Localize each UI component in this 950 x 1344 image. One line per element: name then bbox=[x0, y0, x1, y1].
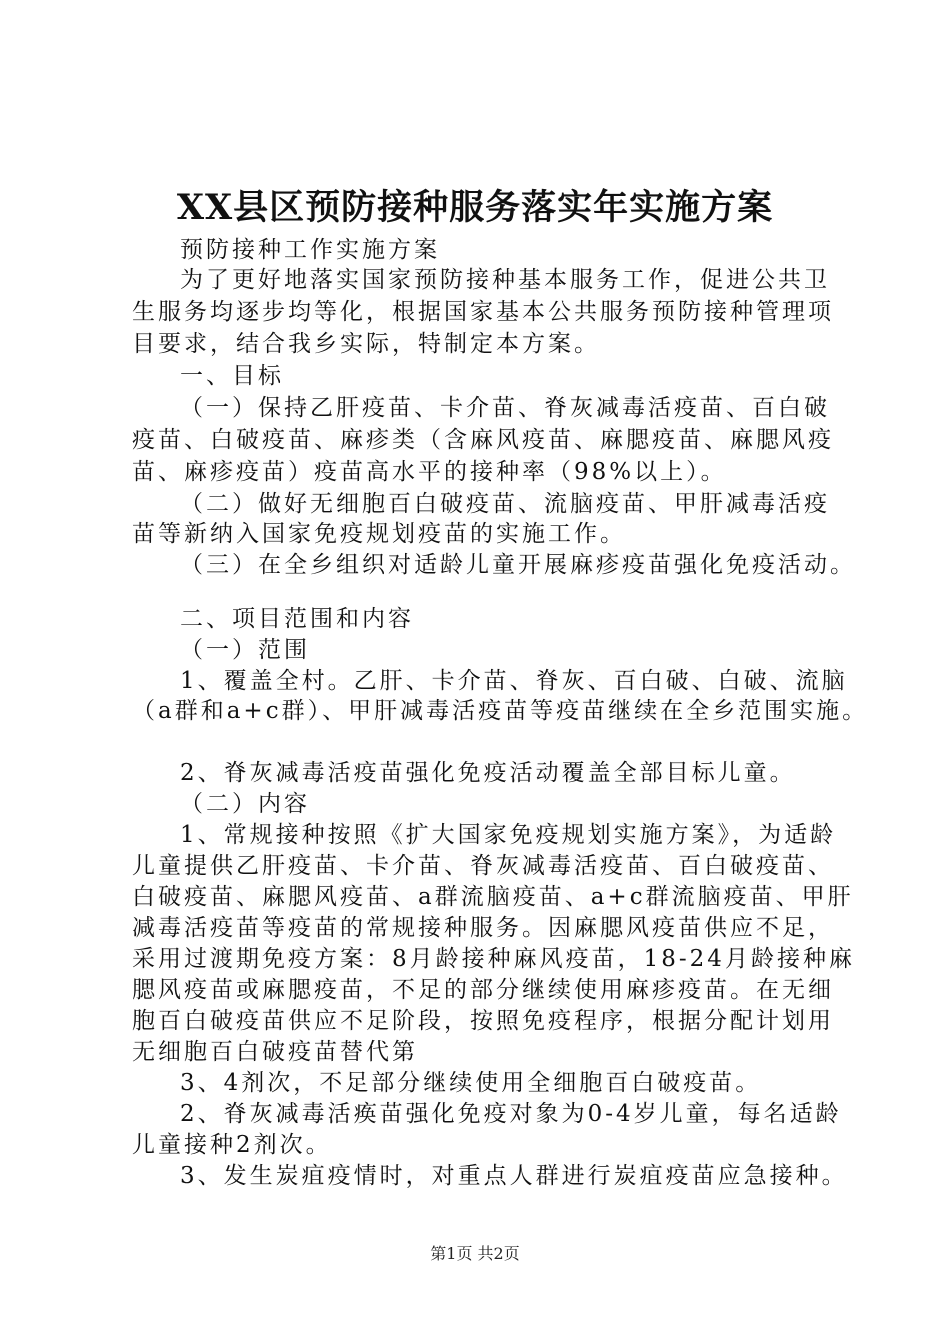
paragraph-line: 无细胞百白破疫苗替代第 bbox=[132, 1039, 418, 1065]
paragraph-line: 2、脊灰减毒活痪苗强化免疫对象为0-4岁儿童，每名适龄 bbox=[180, 1101, 842, 1127]
paragraph-line: （二）做好无细胞百白破疫苗、流脑疫苗、甲肝减毒活疫 bbox=[180, 491, 830, 517]
subsection-heading: （二）内容 bbox=[180, 791, 310, 817]
paragraph-line: （三）在全乡组织对适龄儿童开展麻疹疫苗强化免疫活动。 bbox=[180, 552, 856, 578]
page-number-footer: 第1页 共2页 bbox=[430, 1244, 520, 1263]
paragraph-line: 苗等新纳入国家免疫规划疫苗的实施工作。 bbox=[132, 521, 626, 547]
paragraph-line: 1、覆盖全村。乙肝、卡介苗、脊灰、百白破、白破、流脑 bbox=[180, 668, 848, 694]
paragraph-line: 胞百白破疫苗供应不足阶段，按照免疫程序，根据分配计划用 bbox=[132, 1008, 834, 1034]
paragraph-line: 2、脊灰减毒活疫苗强化免疫活动覆盖全部目标儿童。 bbox=[180, 760, 796, 786]
section-heading: 一、目标 bbox=[180, 363, 284, 389]
paragraph-line: （一）保持乙肝疫苗、卡介苗、脊灰减毒活疫苗、百白破 bbox=[180, 395, 830, 421]
subtitle-line: 预防接种工作实施方案 bbox=[180, 237, 440, 263]
paragraph-line: 苗、麻疹疫苗）疫苗高水平的接种率（98%以上）。 bbox=[132, 459, 727, 485]
paragraph-line: 儿童接种2剂次。 bbox=[132, 1132, 332, 1158]
paragraph-line: 减毒活疫苗等疫苗的常规接种服务。因麻腮风疫苗供应不足， bbox=[132, 915, 834, 941]
subsection-heading: （一）范围 bbox=[180, 637, 310, 663]
paragraph-line: 1、常规接种按照《扩大国家免疫规划实施方案》，为适龄 bbox=[180, 822, 837, 848]
paragraph-line: 白破疫苗、麻腮风疫苗、a群流脑疫苗、a+c群流脑疫苗、甲肝 bbox=[132, 884, 854, 910]
paragraph-line: 目要求，结合我乡实际，特制定本方案。 bbox=[132, 331, 600, 357]
document-title: XX县区预防接种服务落实年实施方案 bbox=[176, 187, 774, 228]
paragraph-line: 疫苗、白破疫苗、麻疹类（含麻风疫苗、麻腮疫苗、麻腮风疫 bbox=[132, 427, 834, 453]
section-heading: 二、项目范围和内容 bbox=[180, 606, 414, 632]
paragraph-line: 3、发生炭疽疫情时，对重点人群进行炭疽疫苗应急接种。 bbox=[180, 1163, 848, 1189]
paragraph-line: 生服务均逐步均等化，根据国家基本公共服务预防接种管理项 bbox=[132, 299, 834, 325]
paragraph-line: 儿童提供乙肝疫苗、卡介苗、脊灰减毒活疫苗、百白破疫苗、 bbox=[132, 853, 834, 879]
paragraph-line: （a群和a+c群）、甲肝减毒活疫苗等疫苗继续在全乡范围实施。 bbox=[132, 698, 869, 724]
paragraph-line: 腮风疫苗或麻腮疫苗，不足的部分继续使用麻疹疫苗。在无细 bbox=[132, 977, 834, 1003]
paragraph-line: 采用过渡期免疫方案：8月龄接种麻风疫苗，18-24月龄接种麻 bbox=[132, 946, 855, 972]
paragraph-line: 为了更好地落实国家预防接种基本服务工作，促进公共卫 bbox=[180, 267, 830, 293]
paragraph-line: 3、4剂次，不足部分继续使用全细胞百白破疫苗。 bbox=[180, 1070, 762, 1096]
